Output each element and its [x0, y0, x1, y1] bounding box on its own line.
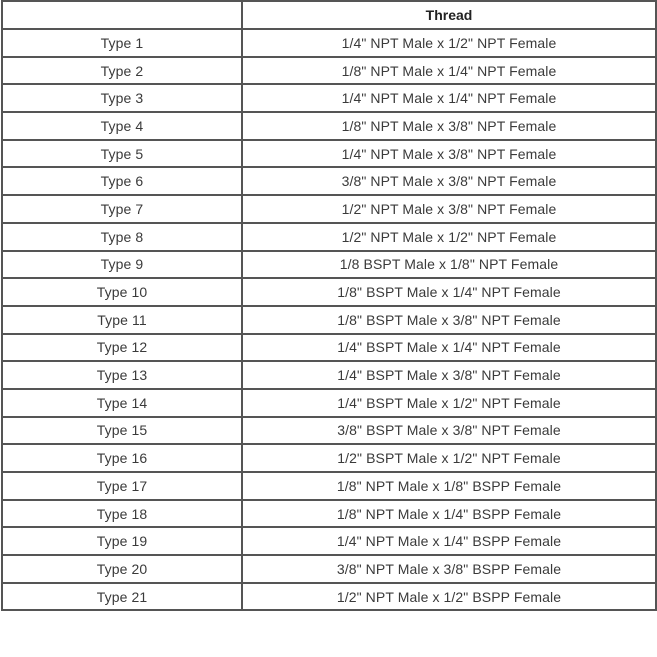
thread-cell: 1/8" NPT Male x 3/8" NPT Female [242, 112, 656, 140]
thread-type-table [1, 0, 657, 611]
type-cell: Type 21 [2, 583, 242, 611]
table-row [2, 251, 656, 279]
table-row [2, 57, 656, 85]
thread-cell: 1/4" NPT Male x 1/2" NPT Female [242, 29, 656, 57]
table-row [2, 417, 656, 445]
thread-cell: 1/4" BSPT Male x 3/8" NPT Female [242, 361, 656, 389]
type-cell: Type 9 [2, 251, 242, 279]
header-row [2, 1, 656, 29]
type-cell: Type 18 [2, 500, 242, 528]
table-row [2, 29, 656, 57]
type-cell: Type 7 [2, 195, 242, 223]
table-row [2, 361, 656, 389]
type-cell: Type 14 [2, 389, 242, 417]
type-cell: Type 16 [2, 444, 242, 472]
type-cell: Type 17 [2, 472, 242, 500]
type-cell: Type 4 [2, 112, 242, 140]
type-cell: Type 19 [2, 527, 242, 555]
thread-cell: 1/8" NPT Male x 1/8" BSPP Female [242, 472, 656, 500]
thread-cell: 1/8" BSPT Male x 3/8" NPT Female [242, 306, 656, 334]
type-cell: Type 3 [2, 84, 242, 112]
thread-cell: 1/8" NPT Male x 1/4" BSPP Female [242, 500, 656, 528]
table-row [2, 167, 656, 195]
thread-cell: 1/2" NPT Male x 1/2" NPT Female [242, 223, 656, 251]
table-row [2, 500, 656, 528]
table-row [2, 278, 656, 306]
table-row [2, 583, 656, 611]
thread-cell: 3/8" NPT Male x 3/8" NPT Female [242, 167, 656, 195]
table-row [2, 472, 656, 500]
type-cell: Type 6 [2, 167, 242, 195]
table-row [2, 306, 656, 334]
thread-cell: 1/4" BSPT Male x 1/2" NPT Female [242, 389, 656, 417]
table-row [2, 555, 656, 583]
type-cell: Type 13 [2, 361, 242, 389]
type-cell: Type 10 [2, 278, 242, 306]
thread-cell: 1/2" NPT Male x 1/2" BSPP Female [242, 583, 656, 611]
table-row [2, 140, 656, 168]
table-row [2, 444, 656, 472]
type-cell: Type 8 [2, 223, 242, 251]
thread-cell: 3/8" NPT Male x 3/8" BSPP Female [242, 555, 656, 583]
thread-cell: 1/8" BSPT Male x 1/4" NPT Female [242, 278, 656, 306]
header-type [2, 1, 242, 29]
type-cell: Type 12 [2, 334, 242, 362]
table-row [2, 195, 656, 223]
thread-cell: 1/4" BSPT Male x 1/4" NPT Female [242, 334, 656, 362]
thread-cell: 1/2" NPT Male x 3/8" NPT Female [242, 195, 656, 223]
thread-cell: 1/4" NPT Male x 1/4" NPT Female [242, 84, 656, 112]
table-row [2, 527, 656, 555]
type-cell: Type 15 [2, 417, 242, 445]
header-thread: Thread [242, 1, 656, 29]
table-row [2, 112, 656, 140]
thread-cell: 1/4" NPT Male x 3/8" NPT Female [242, 140, 656, 168]
table-row [2, 334, 656, 362]
thread-cell: 3/8" BSPT Male x 3/8" NPT Female [242, 417, 656, 445]
thread-cell: 1/2" BSPT Male x 1/2" NPT Female [242, 444, 656, 472]
table-row [2, 84, 656, 112]
thread-cell: 1/8 BSPT Male x 1/8" NPT Female [242, 251, 656, 279]
thread-type-table-container [1, 0, 655, 655]
table-row [2, 223, 656, 251]
table-row [2, 389, 656, 417]
type-cell: Type 5 [2, 140, 242, 168]
thread-cell: 1/8" NPT Male x 1/4" NPT Female [242, 57, 656, 85]
thread-cell: 1/4" NPT Male x 1/4" BSPP Female [242, 527, 656, 555]
type-cell: Type 2 [2, 57, 242, 85]
type-cell: Type 11 [2, 306, 242, 334]
type-cell: Type 1 [2, 29, 242, 57]
type-cell: Type 20 [2, 555, 242, 583]
